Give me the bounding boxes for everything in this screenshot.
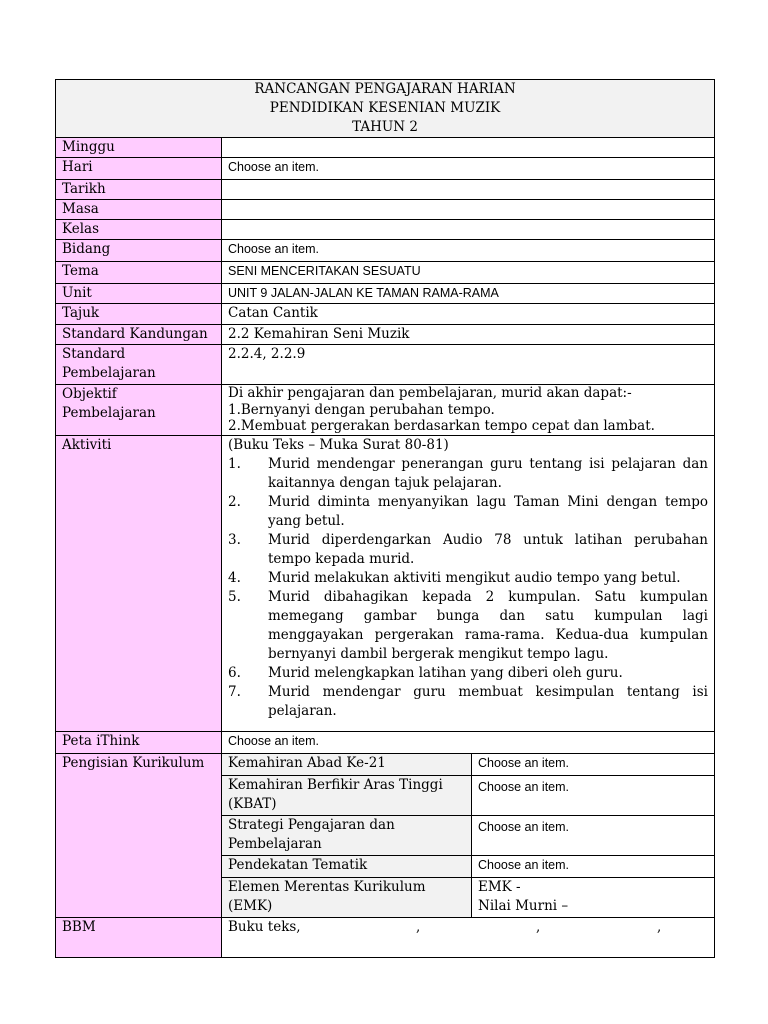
strategi-dropdown[interactable]: Choose an item.	[472, 816, 715, 856]
item-text: Murid diperdengarkan Audio 78 untuk latihan perubahan tempo kepada murid.	[268, 532, 708, 567]
item-number: 1.	[228, 456, 241, 472]
objektif-item-2: 2.Membuat pergerakan berdasarkan tempo cepat dan lambat.	[228, 418, 655, 434]
minggu-field[interactable]	[222, 138, 715, 158]
unit-label: Unit	[56, 284, 222, 304]
masa-label: Masa	[56, 200, 222, 220]
header-cell	[56, 80, 715, 138]
objektif-item-1: 1.Bernyanyi dengan perubahan tempo.	[228, 401, 495, 418]
emk-label-line2: (EMK)	[228, 898, 273, 914]
bbm-label: BBM	[56, 918, 222, 958]
list-item	[228, 683, 708, 721]
standard-pembelajaran-label-line1: Standard	[62, 346, 126, 362]
list-item	[228, 588, 708, 664]
list-item	[228, 455, 708, 493]
kbat-label-line1: Kemahiran Berfikir Aras Tinggi	[228, 777, 443, 793]
abad-dropdown[interactable]: Choose an item.	[472, 754, 715, 776]
kbat-label	[222, 776, 472, 816]
strategi-label-line2: Pembelajaran	[228, 836, 322, 852]
unit-value: UNIT 9 JALAN-JALAN KE TAMAN RAMA-RAMA	[222, 284, 715, 304]
tajuk-value: Catan Cantik	[222, 304, 715, 325]
item-number: 4.	[228, 570, 241, 586]
item-text: Murid melengkapkan latihan yang diberi oleh guru.	[268, 665, 623, 681]
list-item	[228, 493, 708, 531]
minggu-label: Minggu	[56, 138, 222, 158]
list-item	[228, 531, 708, 569]
header-year: TAHUN 2	[352, 119, 418, 135]
item-number: 7.	[228, 684, 241, 700]
tema-label: Tema	[56, 262, 222, 284]
aktiviti-label: Aktiviti	[56, 436, 222, 732]
tema-value: SENI MENCERITAKAN SESUATU	[222, 262, 715, 284]
standard-kandungan-value: 2.2 Kemahiran Seni Muzik	[222, 325, 715, 345]
kelas-field[interactable]	[222, 220, 715, 240]
tematik-label: Pendekatan Tematik	[222, 856, 472, 878]
item-number: 3.	[228, 532, 241, 548]
kbat-dropdown[interactable]: Choose an item.	[472, 776, 715, 816]
aktiviti-list	[228, 455, 708, 721]
aktiviti-value	[222, 436, 715, 732]
pengisian-kurikulum-label: Pengisian Kurikulum	[56, 754, 222, 918]
tarikh-field[interactable]	[222, 180, 715, 200]
hari-dropdown[interactable]: Choose an item.	[222, 158, 715, 180]
emk-value	[472, 878, 715, 918]
tarikh-label: Tarikh	[56, 180, 222, 200]
bbm-first-item: Buku teks,	[228, 919, 301, 935]
item-number: 2.	[228, 494, 241, 510]
bbm-row	[228, 918, 708, 937]
standard-kandungan-label: Standard Kandungan	[56, 325, 222, 345]
tematik-dropdown[interactable]: Choose an item.	[472, 856, 715, 878]
list-item	[228, 664, 708, 683]
bbm-separator: ,	[416, 919, 421, 935]
emk-value-line2: Nilai Murni –	[478, 898, 569, 914]
emk-label	[222, 878, 472, 918]
standard-pembelajaran-label-line2: Pembelajaran	[62, 365, 156, 381]
strategi-label-line1: Strategi Pengajaran dan	[228, 817, 395, 833]
header-title: RANCANGAN PENGAJARAN HARIAN	[254, 81, 516, 97]
item-number: 6.	[228, 665, 241, 681]
list-item	[228, 569, 708, 588]
peta-ithink-dropdown[interactable]: Choose an item.	[222, 732, 715, 754]
peta-ithink-label: Peta iThink	[56, 732, 222, 754]
emk-label-line1: Elemen Merentas Kurikulum	[228, 879, 426, 895]
abad-label: Kemahiran Abad Ke-21	[222, 754, 472, 776]
item-text: Murid dibahagikan kepada 2 kumpulan. Satu kumpulan memegang gambar bunga dan satu kumpulan lagi menggayakan pergerakan rama-rama. Kedua-dua kumpulan bernyanyi dambil bergerak mengikut tempo lagu.	[268, 589, 708, 662]
item-number: 5.	[228, 589, 241, 605]
bbm-value	[222, 918, 715, 958]
item-text: Murid mendengar guru membuat kesimpulan tentang isi pelajaran.	[268, 684, 708, 719]
objektif-value	[222, 385, 715, 436]
item-text: Murid mendengar penerangan guru tentang isi pelajaran dan kaitannya dengan tajuk pelajaran.	[268, 456, 708, 491]
objektif-label-line1: Objektif	[62, 386, 117, 402]
lesson-plan-table	[55, 79, 715, 958]
tajuk-label: Tajuk	[56, 304, 222, 325]
kelas-label: Kelas	[56, 220, 222, 240]
standard-pembelajaran-label	[56, 345, 222, 385]
hari-label: Hari	[56, 158, 222, 180]
emk-value-line1: EMK -	[478, 879, 521, 895]
aktiviti-intro: (Buku Teks – Muka Surat 80-81)	[228, 437, 449, 453]
bidang-dropdown[interactable]: Choose an item.	[222, 240, 715, 262]
item-text: Murid melakukan aktiviti mengikut audio tempo yang betul.	[268, 570, 681, 586]
objektif-label-line2: Pembelajaran	[62, 405, 156, 421]
objektif-label	[56, 385, 222, 436]
item-text: Murid diminta menyanyikan lagu Taman Mini dengan tempo yang betul.	[268, 494, 708, 529]
bbm-separator: ,	[536, 919, 541, 935]
bidang-label: Bidang	[56, 240, 222, 262]
bbm-separator: ,	[657, 919, 662, 935]
masa-field[interactable]	[222, 200, 715, 220]
objektif-intro: Di akhir pengajaran dan pembelajaran, murid akan dapat:-	[228, 385, 632, 401]
header-subject: PENDIDIKAN KESENIAN MUZIK	[269, 100, 501, 116]
strategi-label	[222, 816, 472, 856]
standard-pembelajaran-value: 2.2.4, 2.2.9	[222, 345, 715, 385]
kbat-label-line2: (KBAT)	[228, 796, 277, 812]
